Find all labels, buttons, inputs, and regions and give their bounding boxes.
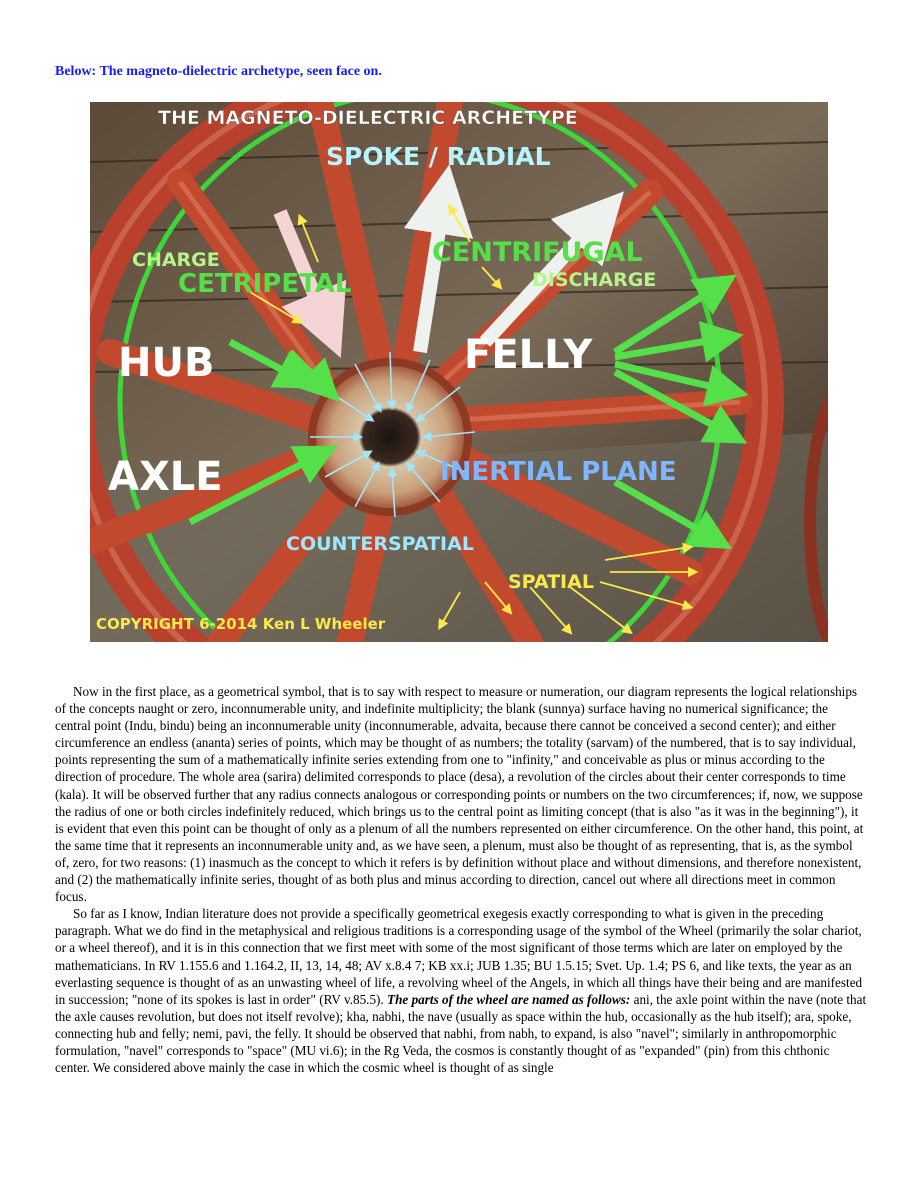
label-centripetal: CETRIPETAL [178, 269, 352, 299]
paragraph-2: So far as I know, Indian literature does not provide a specifically geometrical exegesis exactly corresponding to what is given in the preceding paragraph. What we do find in the metaphysical and religious traditions is a corresponding usage of the symbol of the Wheel (primarily the solar chariot, or a wheel thereof), and it is in this connection that we first meet with some of the most significant of those terms which are later on employed by the mathematicians. In RV 1.155.6 and 1.164.2, II, 13, 14, 48; AV x.8.4 7; KB xx.i; JUB 1.35; BU 1.5.15; Svet. Up. 1.4; PS 6, and like texts, the year as an everlasting sequence is thought of as an unwasting wheel of life, a revolving wheel of the Angels, in which all things have their being and are manifested in succession; "none of its spokes is last in order" (RV v.85.5). The parts of the wheel are named as follows: ani, the axle point within the nave (note that the axle causes revolution, but does not itself revolve); kha, nabhi, the nave (usually as space within the hub, occasionally as the hub itself); ara, spoke, connecting hub and felly; nemi, pavi, the felly. It should be observed that nabhi, from nabh, to expand, is also "navel"; similarly in anthropomorphic formulation, "navel" corresponds to "space" (MU vi.6); in the Rg Veda, the cosmos is constantly thought of as "expanded" (pin) from this chthonic center. We considered above mainly the case in which the cosmic wheel is thought of as single [55, 906, 867, 1076]
label-counterspatial: COUNTERSPATIAL [286, 533, 474, 555]
label-axle: AXLE [108, 454, 223, 500]
label-spatial: SPATIAL [508, 571, 594, 593]
label-discharge: DISCHARGE [532, 269, 657, 291]
label-felly: FELLY [464, 332, 593, 378]
archetype-figure [90, 102, 828, 642]
wheel-diagram [90, 102, 828, 642]
label-centrifugal: CENTRIFUGAL [432, 237, 643, 268]
article-body [55, 683, 867, 1076]
label-hub: HUB [118, 340, 215, 386]
label-charge: CHARGE [132, 249, 220, 271]
wheel-parts-heading: The parts of the wheel are named as follows: [387, 991, 631, 1007]
label-spoke-radial: SPOKE / RADIAL [326, 142, 551, 171]
paragraph-1: Now in the first place, as a geometrical symbol, that is to say with respect to measure or numeration, our diagram represents the logical relationships of the concepts naught or zero, inconnumerable unity, and indefinite multiplicity; the blank (sunnya) surface having no numerical significance; the central point (Indu, bindu) being an inconnumerable unity (inconnumerable, advaita, because there cannot be conceived a second center); and either circumference an endless (ananta) series of points, which may be thought of as numbers; the totality (sarvam) of the numbered, that is to say individual, points representing the sum of a mathematically infinite series extending from one to "infinity," and conceivable as plus or minus according to the direction of procedure. The whole area (sarira) delimited corresponds to place (desa), a revolution of the circles about their center corresponds to time (kala). It will be observed further that any radius connects analogous or corresponding points or numbers on the two circumferences; if, now, we suppose the radius of one or both circles indefinitely reduced, which brings us to the central point as limiting concept (that is also "as it was in the beginning"), it is evident that even this point can be thought of only as a plenum of all the numbers represented on either circumference. On the other hand, this point, at the same time that it represents an inconnumerable unity and, as we have seen, a plenum, must also be thought of as representing, that is, as the symbol of, zero, for two reasons: (1) inasmuch as the concept to which it refers is by definition without place and without dimensions, and therefore nonexistent, and (2) the mathematically infinite series, thought of as both plus and minus according to direction, cancel out where all directions meet in common focus. [55, 684, 864, 905]
label-inertial-plane: INERTIAL PLANE [440, 457, 677, 487]
figure-caption: Below: The magneto-dielectric archetype, seen face on. [55, 64, 382, 79]
label-copyright: COPYRIGHT 6-2014 Ken L Wheeler [96, 615, 386, 633]
figure-title: THE MAGNETO-DIELECTRIC ARCHETYPE [158, 107, 578, 129]
